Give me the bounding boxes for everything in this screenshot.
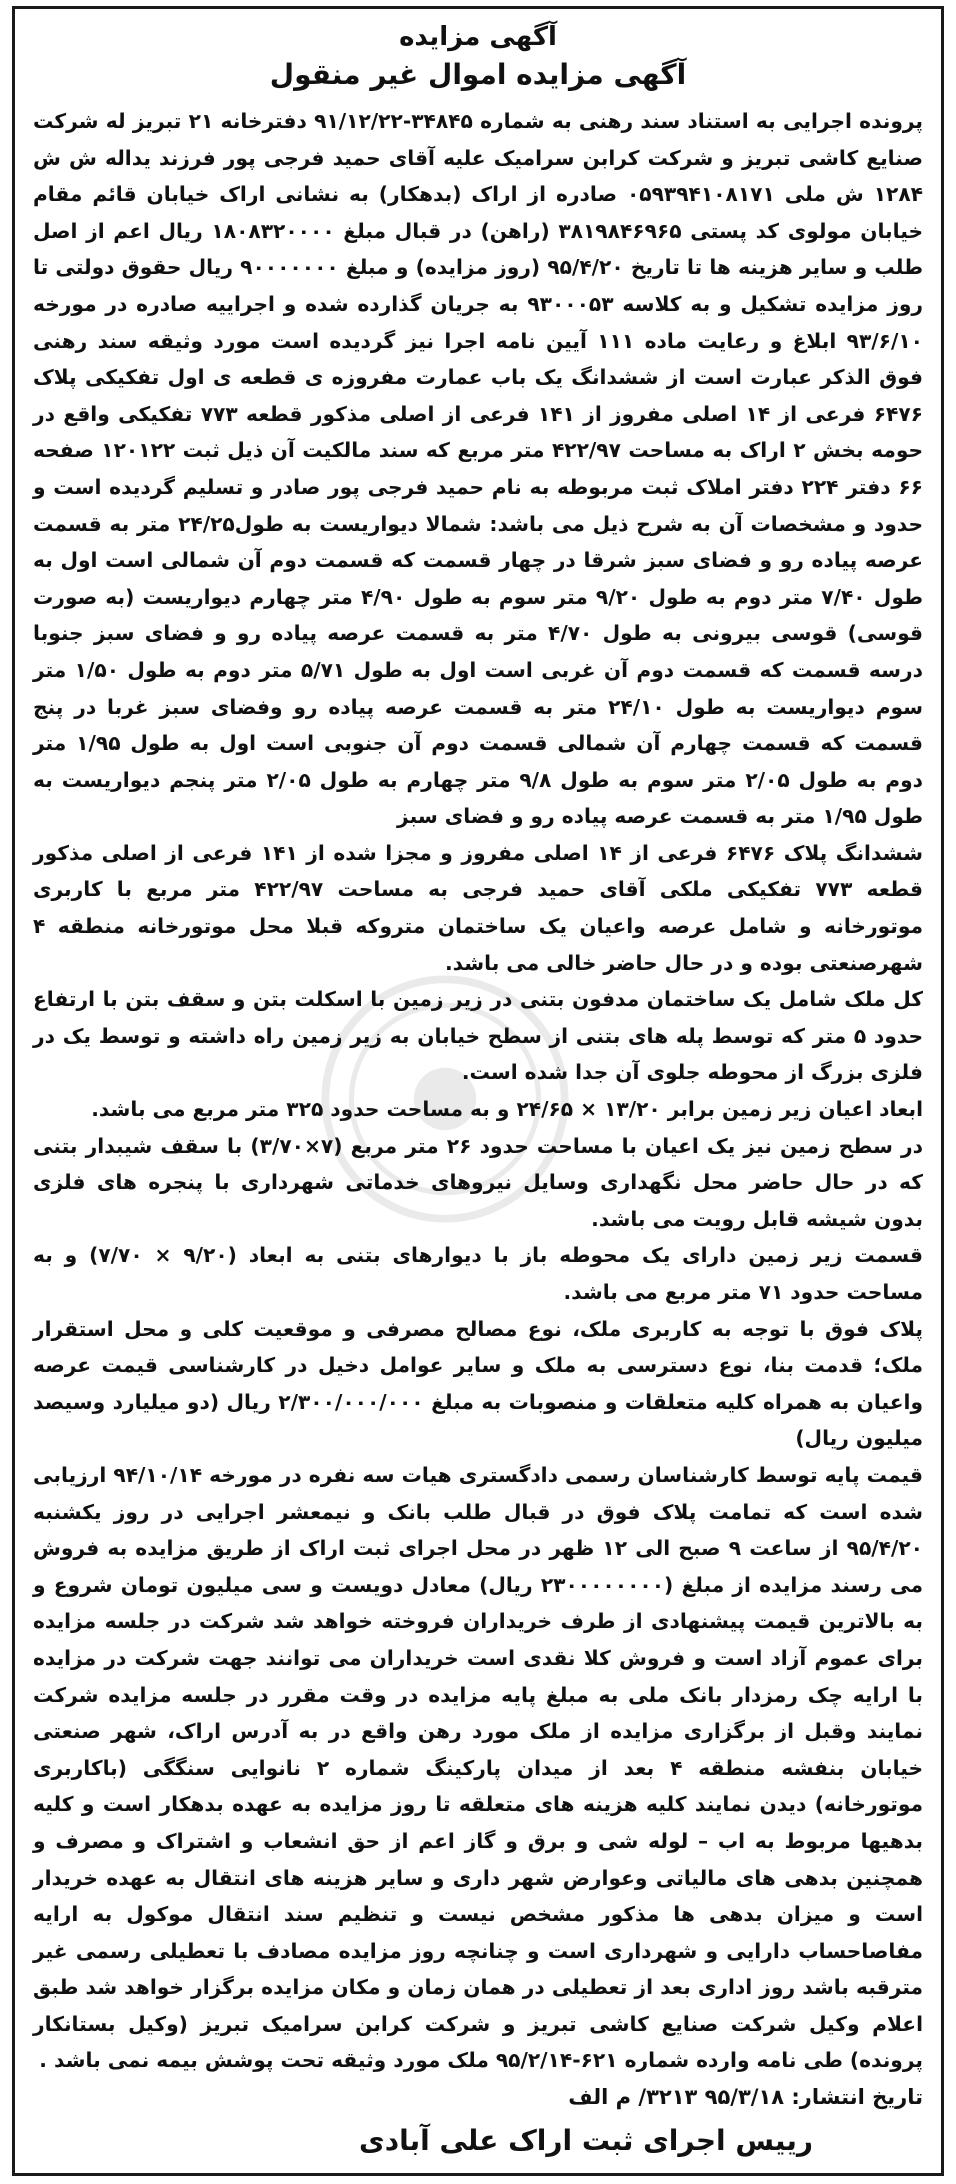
paragraph-auction-terms: قیمت پایه توسط کارشناسان رسمی دادگستری هیات سه نفره در مورخه ۹۴/۱۰/۱۴ ارزیابی شده است که تمامت پلاک فوق در قبال طلب بانک و نیمعشر اجرایی در روز یکشنبه ۹۵/۴/۲۰ از ساعت ۹ صبح الی ۱۲ ظهر در محل اجرای ثبت اراک از طریق مزایده به فروش می رسند مزایده از مبلغ (۲۳۰۰۰۰۰۰۰۰ ریال) معادل دویست و سی میلیون تومان شروع و به بالاترین قیمت پیشنهادی از طرف خریداران فروخته خواهد شد شرکت در جلسه مزایده برای عموم آزاد است و فروش کلا نقدی است خریداران می توانند جهت شرکت در مزایده با ارایه چک رمزدار بانک ملی به مبلغ پایه مزایده در وقت مقرر در جلسه مزایده شرکت نمایند وقبل از برگزاری مزایده از ملک مورد رهن واقع در به آدرس اراک، شهر صنعتی خیابان بنفشه منطقه ۴ بعد از میدان پارکینگ شماره ۲ نانوایی سنگگی (باکاربری موتورخانه) دیدن نمایند کلیه هزینه های متعلقه تا روز مزایده به عهده بدهکار است و کلیه بدهیها مربوط به اب – لوله شی و برق و گاز اعم از حق انشعاب و اشتراک و مصرف و همچنین بدهی های مالیاتی وعوارض شهر داری و سایر هزینه های انتقال به عهده خریدار است و میزان بدهی ها مذکور مشخص نیست و تنظیم سند انتقال موکول به ارایه مفاصاحساب دارایی و شهرداری است و چنانچه روز مزایده مصادف با تعطیلی رسمی غیر مترقبه باشد روز اداری بعد از تعطیلی در همان زمان و مکان مزایده برگزار خواهد شد طبق اعلام وکیل شرکت صنایع کاشی تبریز و شرکت کرابن سرامیک تبریز (وکیل بستانکار پرونده) طی نامه وارده شماره ۶۲۱-۹۵/۲/۱۴ ملک مورد وثیقه تحت پوشش بیمه نمی باشد .: [33, 1462, 923, 2073]
signature-line: رییس اجرای ثبت اراک علی آبادی: [359, 2124, 813, 2158]
paragraph-building-description: کل ملک شامل یک ساختمان مدفون بتنی در زیر زمین با اسکلت بتن و سقف بتن با ارتفاع حدود ۵ متر که توسط پله های بتنی از سطح خیابان به زیر زمین راه داشته و توسط یک در فلزی بزرگ از محوطه جلوی آن جدا شده است.: [33, 987, 923, 1085]
paragraph-property-summary: ششدانگ پلاک ۶۴۷۶ فرعی از ۱۴ اصلی مفروز و مجزا شده از ۱۴۱ فرعی از اصلی مذکور قطعه ۷۷۳ تفکیکی ملکی آقای حمید فرجی به مساحت ۴۲۲/۹۷ متر مربع با کاربری موتورخانه و شامل عرصه واعیان یک ساختمان متروکه قبلا محل موتورخانه منطقه ۴ شهرصنعتی بوده و در حال حاضر خالی می باشد.: [33, 840, 923, 975]
paragraph-open-area: قسمت زیر زمین دارای یک محوطه باز با دیوارهای بتنی به ابعاد (۹/۲۰ × ۷/۷۰) و به مساحت حدود ۷۱ متر مربع می باشد.: [33, 1243, 923, 1304]
paragraph-valuation: پلاک فوق با توجه به کاربری ملک، نوع مصالح مصرفی و موقعیت کلی و محل استقرار ملک؛ قدمت بنا، نوع دسترسی به ملک و سایر عوامل دخیل در کارشناسی قیمت عرصه واعیان به همراه کلیه متعلقات و منصوبات به مبلغ ۲/۳۰۰/۰۰۰/۰۰۰ ریال (دو میلیارد وسیصد میلیون ریال): [33, 1316, 923, 1451]
paragraph-basement-dimensions: ابعاد اعیان زیر زمین برابر ۱۳/۲۰ × ۲۴/۶۵ و به مساحت حدود ۳۲۵ متر مربع می باشد.: [91, 1097, 923, 1122]
publication-date: تاریخ انتشار: ۹۵/۳/۱۸ ۳۲۱۳/ م الف: [568, 2085, 923, 2110]
notice-body: [33, 103, 923, 2079]
notice-subtitle: آگهی مزایده اموال غیر منقول: [269, 58, 687, 91]
paragraph-case-details: پرونده اجرایی به استناد سند رهنی به شماره ۳۴۸۴۵-۹۱/۱۲/۲۲ دفترخانه ۲۱ تبریز له شرکت صنایع کاشی تبریز و شرکت کرابن سرامیک علیه آقای حمید فرجی پور فرزند یداله ش ش ۱۲۸۴ ش ملی ۰۵۹۳۹۴۱۰۸۱۷۱ صادره از اراک (بدهکار) به نشانی اراک خیابان قائم مقام خیابان مولوی کد پستی ۳۸۱۹۸۴۶۹۶۵ (راهن) در قبال مبلغ ۱۸۰۸۳۲۰۰۰۰ ریال اعم از اصل طلب و سایر هزینه ها تا تاریخ ۹۵/۴/۲۰ (روز مزایده) و مبلغ ۹۰۰۰۰۰۰۰ ریال حقوق دولتی تا روز مزایده تشکیل و به کلاسه ۹۳۰۰۰۵۳ به جریان گذارده شده و اجراییه صادره در مورخه ۹۳/۶/۱۰ ابلاغ و رعایت ماده ۱۱۱ آیین نامه اجرا نیز گردیده است مورد وثیقه سند رهنی فوق الذکر عبارت است از ششدانگ یک باب عمارت مفروزه ی قطعه ی اول تفکیکی پلاک ۶۴۷۶ فرعی از ۱۴ اصلی مفروز از ۱۴۱ فرعی از اصلی مذکور قطعه ۷۷۳ تفکیکی واقع در حومه بخش ۲ اراک به مساحت ۴۲۲/۹۷ متر مربع که سند مالکیت آن ذیل ثبت ۱۲۰۱۲۲ صفحه ۶۶ دفتر ۲۲۴ دفتر املاک ثبت مربوطه به نام حمید فرجی پور صادر و تسلیم گردیده است و حدود و مشخصات آن به شرح ذیل می باشد: شمالا دیواریست به طول۲۴/۲۵ متر به قسمت عرصه پیاده رو و فضای سبز شرقا در چهار قسمت که قسمت دوم آن شمالی است اول به طول ۷/۴۰ متر دوم به طول ۹/۲۰ متر سوم به طول ۴/۹۰ متر چهارم دیواریست (به صورت قوسی) قوسی بیرونی به طول ۴/۷۰ متر به قسمت عرصه پیاده رو و فضای سبز جنوبا درسه قسمت که قسمت دوم آن غربی است اول به طول ۵/۷۱ متر دوم به طول ۱/۵۰ متر سوم دیواریست به طول ۲۴/۱۰ متر به قسمت عرصه پیاده رو وفضای سبز غربا در پنج قسمت که قسمت چهارم آن شمالی قسمت دوم آن جنوبی است اول به طول ۱/۹۵ متر دوم به طول ۲/۰۵ متر سوم به طول ۹/۸ متر چهارم به طول ۲/۰۵ متر پنجم دیواریست به طول ۱/۹۵ متر به قسمت عرصه پیاده رو و فضای سبز: [33, 109, 924, 829]
notice-title: آگهی مزایده: [399, 22, 557, 52]
paragraph-ground-level: در سطح زمین نیز یک اعیان با مساحت حدود ۲۶ متر مربع (۷×۳/۷۰) با سقف شیبدار بتنی که در حال حاضر محل نگهداری وسایل نیروهای خدماتی شهرداری با پنجره های فلزی بدون شیشه قابل رویت می باشد.: [33, 1133, 923, 1231]
notice-frame: [12, 6, 944, 2176]
